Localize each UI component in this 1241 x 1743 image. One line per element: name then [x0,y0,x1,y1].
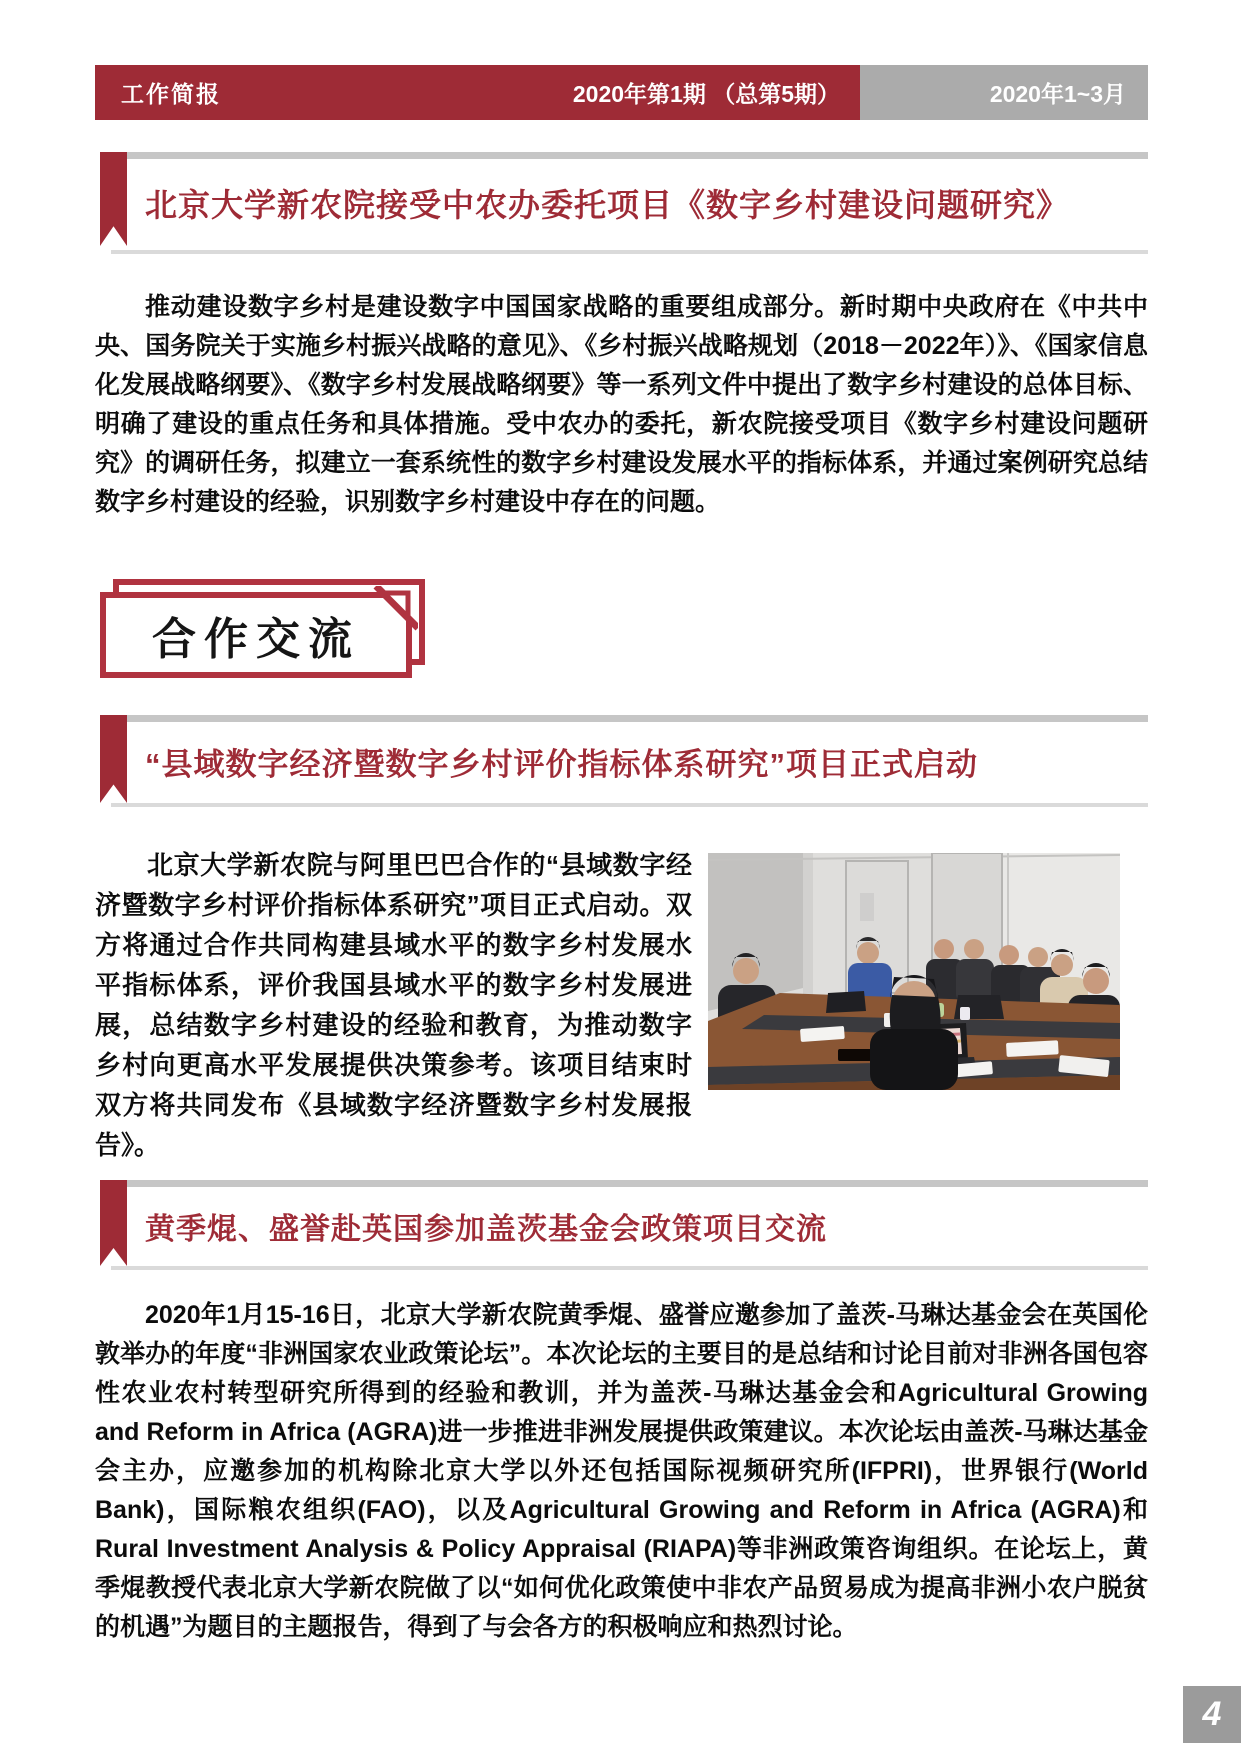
header-bar-gray [860,65,1148,120]
section-header-2 [95,715,1148,807]
section-header-3 [95,1180,1148,1270]
header-issue: 2020年第1期 （总第5期） [572,81,840,107]
page-number: 4 [1202,1695,1222,1733]
divider-line [111,803,1148,807]
ribbon-bookmark-icon [100,715,127,803]
banner-label: 合作交流 [152,615,360,664]
header-period: 2020年1~3月 [989,81,1126,107]
header-bar [95,65,1148,120]
section-body-3: 2020年1月15-16日，北京大学新农院黄季焜、盛誉应邀参加了盖茨-马琳达基金会在英国伦敦举办的年度“非洲国家农业政策论坛”。本次论坛的主要目的是总结和讨论目前对非洲各国包容性农业农村转型研究所得到的经验和教训，并为盖茨-马琳达基金会和Agricultural Growing and Reform in Africa (AGRA)进一步推进非洲发展提供政策建议。本次论坛由盖茨-马琳达基金会主办，应邀参加的机构除北京大学以外还包括国际视频研究所(IFPRI)，世界银行(World Bank)，国际粮农组织(FAO)，以及Agricultural Growing and Reform in Africa (AGRA)和Rural Investment Analysis & Policy Appraisal (RIAPA)等非洲政策咨询组织。在论坛上，黄季焜教授代表北京大学新农院做了以“如何优化政策使中非农产品贸易成为提高非洲小农户脱贫的机遇”为题目的主题报告，得到了与会各方的积极响应和热烈讨论。 [95,1301,1148,1641]
header-bar-red [95,65,860,120]
ribbon-bookmark-icon [100,1180,127,1266]
divider-line [111,1266,1148,1270]
meeting-photo-illustration [708,853,1120,1090]
header-brand: 工作简报 [121,81,221,107]
divider-line [111,250,1148,254]
divider-line [107,152,1148,159]
meeting-photo [708,853,1120,1090]
section-header-1 [95,152,1148,254]
section-title-2: “县域数字经济暨数字乡村评价指标体系研究”项目正式启动 [145,747,978,782]
section-body-2: 北京大学新农院与阿里巴巴合作的“县域数字经济暨数字乡村评价指标体系研究”项目正式启动。双方将通过合作共同构建县域水平的数字乡村发展水平指标体系，评价我国县域水平的数字乡村发展进展，总结数字乡村建设的经验和教育，为推动数字乡村向更高水平发展提供决策参考。该项目结束时双方将共同发布《县域数字经济暨数字乡村发展报告》。 [95,850,692,1160]
section-title-1: 北京大学新农院接受中农办委托项目《数字乡村建设问题研究》 [145,187,1070,223]
section-title-3: 黄季焜、盛誉赴英国参加盖茨基金会政策项目交流 [145,1213,827,1246]
divider-line [107,1180,1148,1187]
section-body-1: 推动建设数字乡村是建设数字中国国家战略的重要组成部分。新时期中央政府在《中共中央、国务院关于实施乡村振兴战略的意见》、《乡村振兴战略规划（2018－2022年）》、《国家信息化发展战略纲要》、《数字乡村发展战略纲要》等一系列文件中提出了数字乡村建设的总体目标、明确了建设的重点任务和具体措施。受中农办的委托，新农院接受项目《数字乡村建设问题研究》的调研任务，拟建立一套系统性的数字乡村建设发展水平的指标体系，并通过案例研究总结数字乡村建设的经验，识别数字乡村建设中存在的问题。 [95,293,1148,516]
divider-line [107,715,1148,722]
ribbon-bookmark-icon [100,152,127,246]
chapter-banner [100,592,412,678]
page-number-box [1183,1686,1241,1743]
